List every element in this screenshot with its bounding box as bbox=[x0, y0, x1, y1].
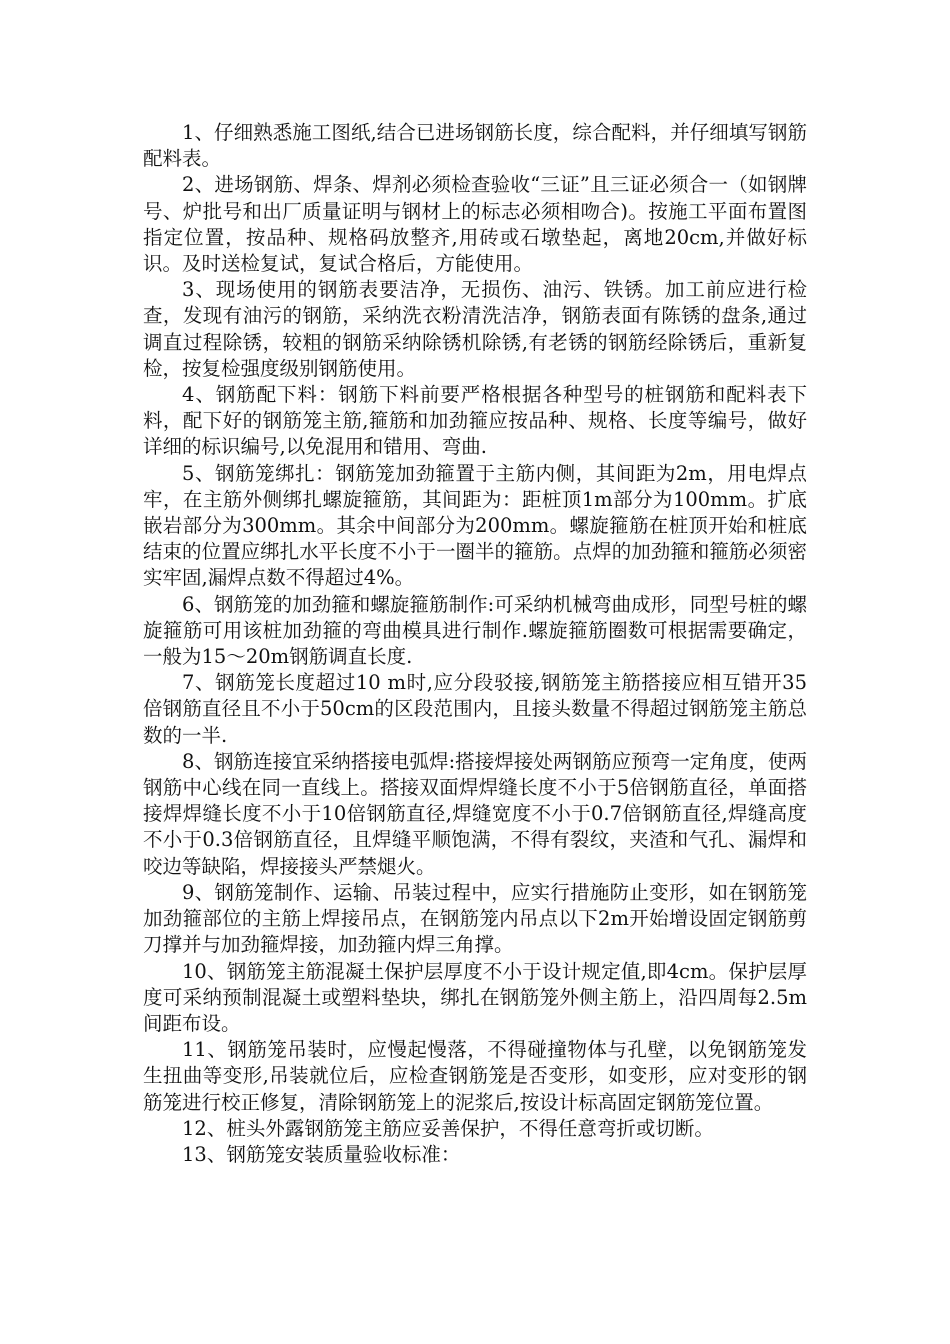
paragraph-3: 3、现场使用的钢筋表要洁净，无损伤、油污、铁锈。加工前应进行检查，发现有油污的钢筋，采纳洗衣粉清洗洁净，钢筋表面有陈锈的盘条,通过调直过程除锈，较粗的钢筋采纳除锈机除锈,有老锈的钢筋经除锈后，重新复检，按复检强度级别钢筋使用。 bbox=[143, 278, 807, 380]
paragraph-12: 12、桩头外露钢筋笼主筋应妥善保护，不得任意弯折或切断。 bbox=[182, 1116, 714, 1140]
document-body bbox=[143, 120, 807, 1168]
paragraph-6: 6、钢筋笼的加劲箍和螺旋箍筋制作:可采纳机械弯曲成形，同型号桩的螺旋箍筋可用该桩加劲箍的弯曲模具进行制作.螺旋箍筋圈数可根据需要确定，一般为15～20m钢筋调直长度. bbox=[143, 592, 807, 669]
paragraph-13: 13、钢筋笼安装质量验收标准： bbox=[182, 1142, 461, 1166]
paragraph-11: 11、钢筋笼吊装时，应慢起慢落，不得碰撞物体与孔壁，以免钢筋笼发生扭曲等变形,吊装就位后，应检查钢筋笼是否变形，如变形，应对变形的钢筋笼进行校正修复，清除钢筋笼上的泥浆后,按设计标高固定钢筋笼位置。 bbox=[143, 1038, 807, 1114]
paragraph-8: 8、钢筋连接宜采纳搭接电弧焊:搭接焊接处两钢筋应预弯一定角度，使两钢筋中心线在同一直线上。搭接双面焊焊缝长度不小于5倍钢筋直径，单面搭接焊焊缝长度不小于10倍钢筋直径,焊缝宽度不小于0.7倍钢筋直径,焊缝高度不小于0.3倍钢筋直径，且焊缝平顺饱满，不得有裂纹，夹渣和气孔、漏焊和咬边等缺陷，焊接接头严禁煺火。 bbox=[143, 749, 807, 878]
paragraph-4: 4、钢筋配下料：钢筋下料前要严格根据各种型号的桩钢筋和配料表下料，配下好的钢筋笼主筋,箍筋和加劲箍应按品种、规格、长度等编号，做好详细的标识编号,以免混用和错用、弯曲. bbox=[143, 383, 807, 459]
paragraph-9: 9、钢筋笼制作、运输、吊装过程中，应实行措施防止变形，如在钢筋笼加劲箍部位的主筋上焊接吊点，在钢筋笼内吊点以下2m开始增设固定钢筋剪刀撑并与加劲箍焊接，加劲箍内焊三角撑。 bbox=[143, 880, 807, 957]
paragraph-2: 2、进场钢筋、焊条、焊剂必须检查验收“三证”且三证必须合一（如钢牌号、炉批号和出厂质量证明与钢材上的标志必须相吻合)。按施工平面布置图指定位置，按品种、规格码放整齐,用砖或石墩垫起，离地20cm,并做好标识。及时送检复试，复试合格后，方能使用。 bbox=[143, 173, 807, 276]
paragraph-5: 5、钢筋笼绑扎：钢筋笼加劲箍置于主筋内侧，其间距为2m，用电焊点牢，在主筋外侧绑扎螺旋箍筋，其间距为：距桩顶1m部分为100mm。扩底嵌岩部分为300mm。其余中间部分为200mm。螺旋箍筋在桩顶开始和桩底结束的位置应绑扎水平长度不小于一圈半的箍筋。点焊的加劲箍和箍筋必须密实牢固,漏焊点数不得超过4%。 bbox=[143, 461, 807, 590]
paragraph-10: 10、钢筋笼主筋混凝土保护层厚度不小于设计规定值,即4cm。保护层厚度可采纳预制混凝土或塑料垫块，绑扎在钢筋笼外侧主筋上，沿四周每2.5m间距布设。 bbox=[143, 959, 807, 1035]
paragraph-7: 7、钢筋笼长度超过10 m时,应分段驳接,钢筋笼主筋搭接应相互错开35倍钢筋直径且不小于50cm的区段范围内，且接头数量不得超过钢筋笼主筋总数的一半. bbox=[143, 671, 807, 747]
paragraph-1: 1、仔细熟悉施工图纸,结合已进场钢筋长度，综合配料，并仔细填写钢筋配料表。 bbox=[143, 121, 807, 171]
